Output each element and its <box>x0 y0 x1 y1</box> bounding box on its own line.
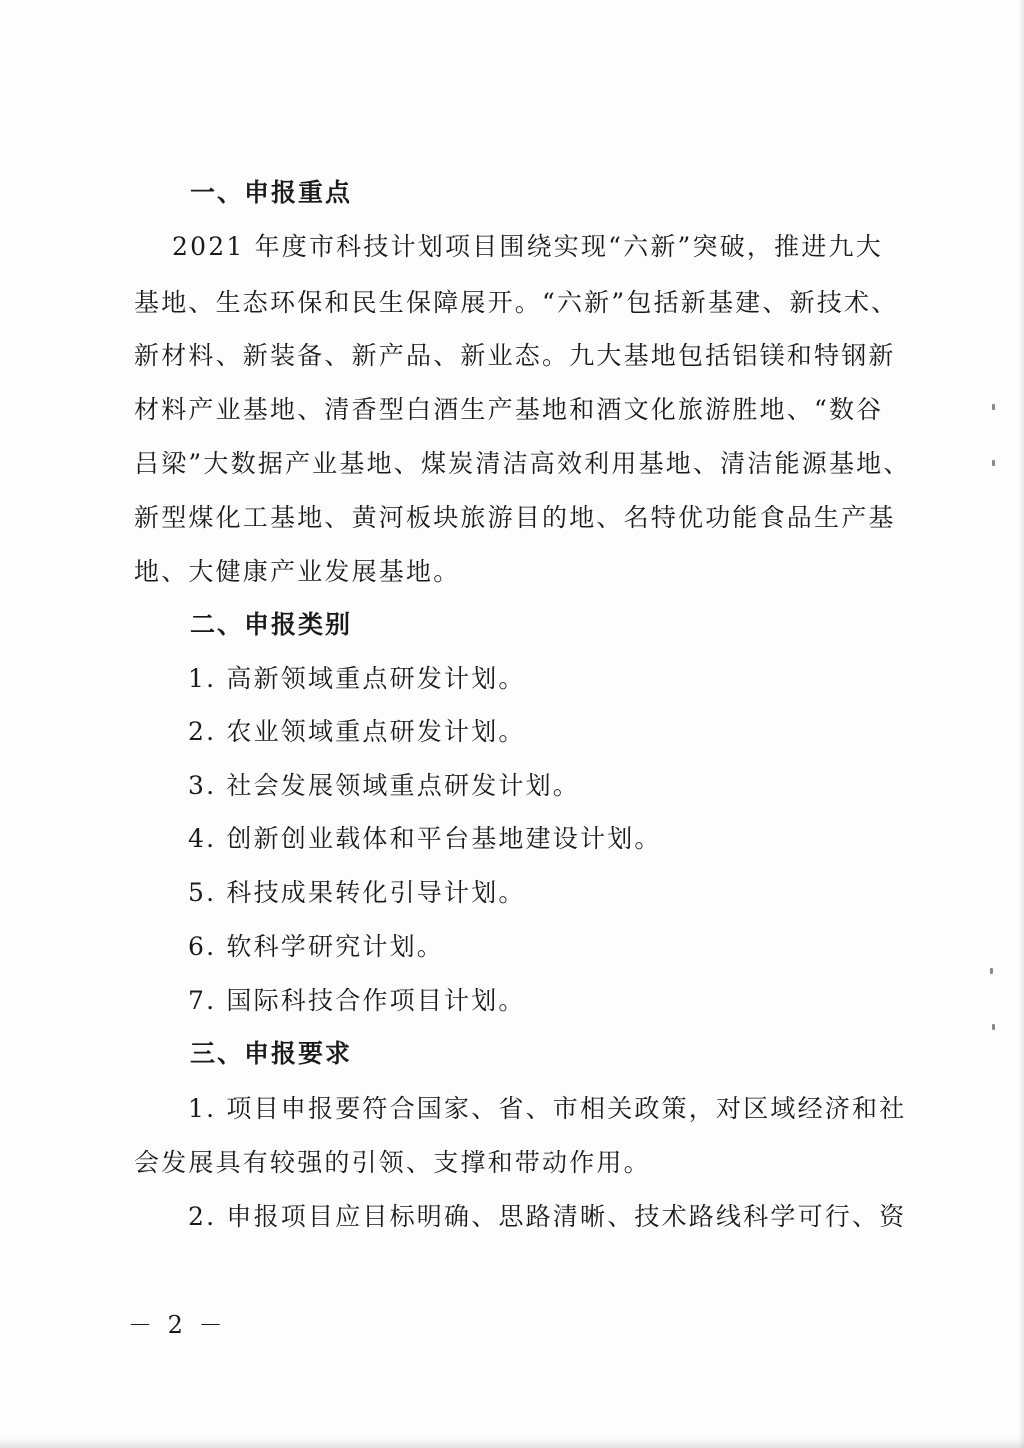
category-item: 7. 国际科技合作项目计划。 <box>188 986 526 1015</box>
scan-speck <box>992 1024 995 1030</box>
paragraph-line: 吕梁”大数据产业基地、煤炭清洁高效利用基地、清洁能源基地、 <box>134 449 911 478</box>
category-item: 2. 农业领域重点研发计划。 <box>188 717 526 746</box>
section-heading-1: 一、申报重点 <box>190 178 353 207</box>
category-item: 5. 科技成果转化引导计划。 <box>188 878 526 907</box>
scan-speck <box>992 404 995 410</box>
scan-speck <box>992 460 995 466</box>
category-item: 3. 社会发展领域重点研发计划。 <box>188 771 581 800</box>
category-item: 4. 创新创业载体和平台基地建设计划。 <box>188 824 662 853</box>
scan-bottom-shadow <box>0 1438 1024 1448</box>
requirement-line: 1. 项目申报要符合国家、省、市相关政策，对区域经济和社 <box>188 1094 907 1123</box>
category-item: 6. 软科学研究计划。 <box>188 932 444 961</box>
scan-edge-shadow <box>1018 0 1024 1448</box>
requirement-line: 2. 申报项目应目标明确、思路清晰、技术路线科学可行、资 <box>188 1202 907 1231</box>
paragraph-line: 基地、生态环保和民生保障展开。“六新”包括新基建、新技术、 <box>134 288 899 317</box>
category-item: 1. 高新领域重点研发计划。 <box>188 664 526 693</box>
paragraph-line: 2021 年度市科技计划项目围绕实现“六新”突破，推进九大 <box>172 232 883 261</box>
page-number: － 2 － <box>128 1311 227 1339</box>
paragraph-line: 材料产业基地、清香型白酒生产基地和酒文化旅游胜地、“数谷 <box>134 395 884 424</box>
paragraph-line: 新型煤化工基地、黄河板块旅游目的地、名特优功能食品生产基 <box>134 503 896 532</box>
paragraph-line: 地、大健康产业发展基地。 <box>134 557 461 586</box>
requirement-line: 会发展具有较强的引领、支撑和带动作用。 <box>134 1148 651 1177</box>
section-heading-2: 二、申报类别 <box>190 610 353 639</box>
section-heading-3: 三、申报要求 <box>190 1039 353 1068</box>
paragraph-line: 新材料、新装备、新产品、新业态。九大基地包括铝镁和特钢新 <box>134 341 896 370</box>
scan-speck <box>990 968 993 974</box>
